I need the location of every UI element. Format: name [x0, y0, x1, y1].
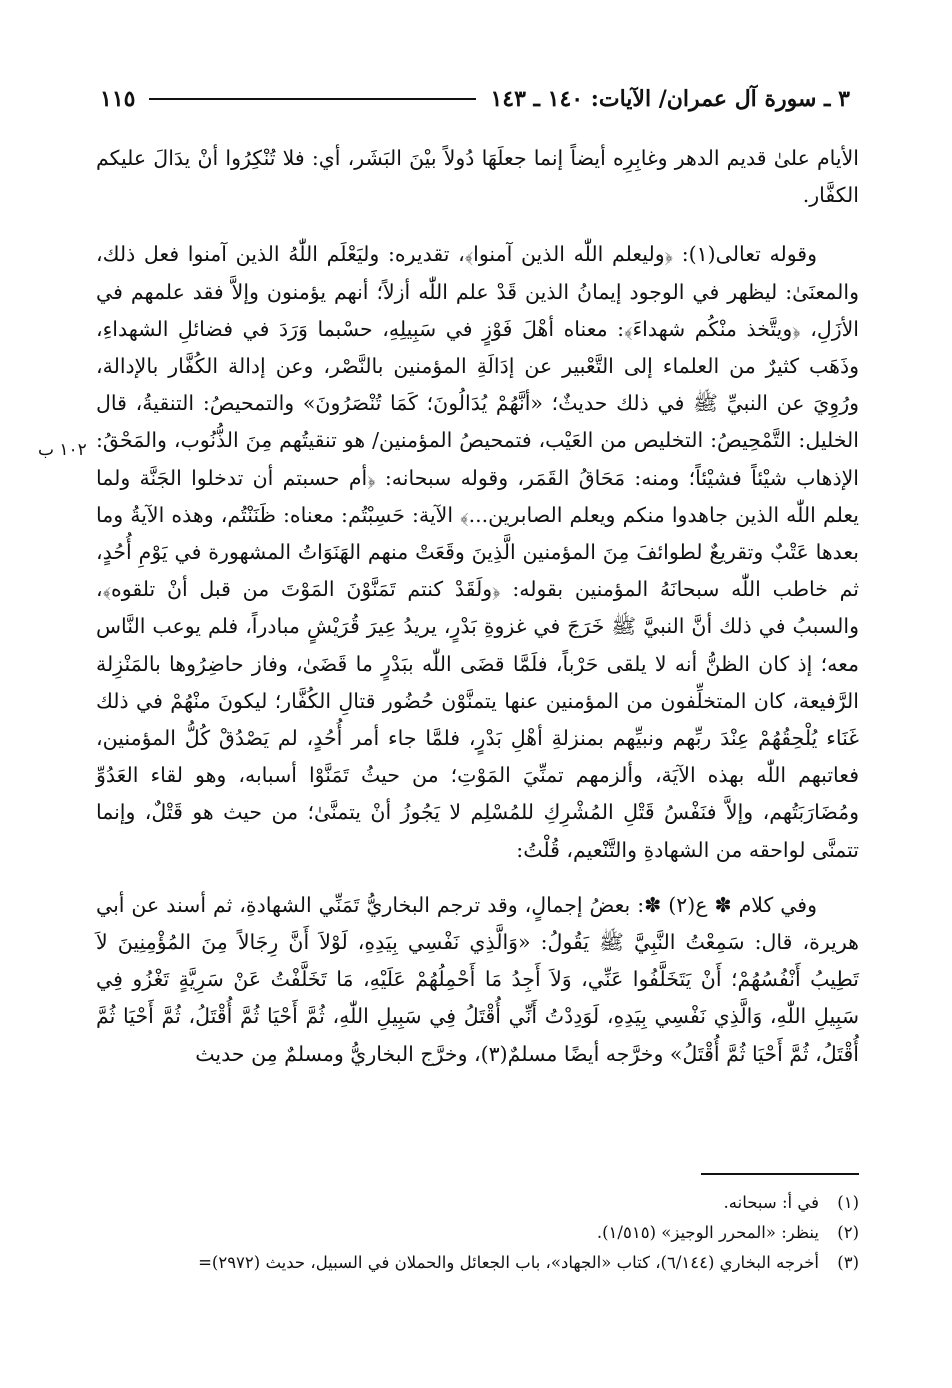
- footnote-number: (٢): [837, 1223, 859, 1242]
- footnote: [90, 1218, 859, 1248]
- footnote-text: في أ: سبحانه.: [723, 1193, 819, 1212]
- footnote-text: أخرجه البخاري (٦/١٤٤)، كتاب «الجهاد»، باب الجعائل والحملان في السبيل، حديث (٢٩٧٢)=: [198, 1253, 819, 1272]
- paragraph: الأيام علىٰ قديم الدهر وغابِرِه أيضاً إنما جعلَهَا دُولاً بيْنَ البَشَر، أي: فلا تُنْكِرُوا أنْ يدَالَ عليكم الكفَّار.: [96, 146, 859, 208]
- page-number: ١١٥: [100, 86, 136, 112]
- header-rule: [149, 98, 476, 100]
- footnote: [90, 1248, 859, 1278]
- footnote-number: (١): [837, 1193, 859, 1212]
- paragraph: وفي كلام ✽ ع(٢) ✽: بعضُ إجمالٍ، وقد ترجم البخاريُّ تَمَنِّي الشهادةِ، ثم أسند عن أبي هريرة، قال: سَمِعْتُ النَّبِيَّ ﷺ يَقُولُ: «وَالَّذِي نَفْسِي بِيَدِهِ، لَوْلاَ أَنَّ رِجَالاً مِنَ المُؤْمِنِينَ لاَ تَطِيبُ أَنْفُسُهُمْ؛ أَنْ يَتَخَلَّفُوا عَنِّي، وَلاَ أَجِدُ مَا أَحْمِلُهُمْ عَلَيْهِ، مَا تَخَلَّفْتُ عَنْ سَرِيَّةٍ تَغْزُو فِي سَبِيلِ اللّٰهِ، وَالَّذِي نَفْسِي بِيَدِهِ، لَوَدِدْتُ أَنِّي أُقْتَلُ فِي سَبِيلِ اللّٰهِ، ثُمَّ أَحْيَا ثُمَّ أُقْتَلُ، ثُمَّ أَحْيَا ثُمَّ أُقْتَلُ، ثُمَّ أَحْيَا ثُمَّ أُقْتَلُ» وخرَّجه أيضًا مسلمٌ(٣)، وخرَّج البخاريُّ ومسلمٌ مِن حديث: [96, 892, 859, 1066]
- running-header: [100, 82, 850, 116]
- footnote-number: (٣): [837, 1253, 859, 1272]
- footnote-text: ينظر: «المحرر الوجيز» (١/٥١٥).: [596, 1223, 819, 1242]
- footnotes: [90, 1188, 859, 1278]
- footnote-separator: [701, 1173, 859, 1175]
- main-text: [96, 140, 859, 1091]
- page-title: ٣ ـ سورة آل عمران/ الآيات: ١٤٠ ـ ١٤٣: [490, 86, 850, 112]
- paragraph: وقوله تعالى(١): ﴿وليعلم اللّٰه الذين آمنوا﴾، تقديره: وليَعْلَم اللّٰهُ الذين آمنوا فعل ذلك، والمعنَىٰ: ليظهر في الوجود إيمانُ الذين قَدْ علم اللّٰه أزلاً؛ أنهم يؤمنون وإلاَّ فقد علمهم في الأزَلِ، ﴿ويتَّخذ منْكُم شهداءَ﴾: معناه أهْلَ فَوْزٍ في سَبِيلِهِ، حسْبما وَرَدَ في فضائلِ الشهداءِ، وذَهَب كثيرٌ من العلماء إلى التَّعْبير عن إدَالَةِ المؤمنين بالنَّصْر، وعن إدالة الكُفَّار بالإدالة، ورُوِيَ عن النبيِّ ﷺ في ذلك حديثٌ؛ «أنَّهُمْ يُدَالُونَ؛ كَمَا تُنْصَرُونَ» والتمحيصُ: التنقيةُ، قال الخليل: التَّمْحِيصُ: التخليص من العَيْب، فتمحيصُ المؤمنين/ هو تنقيتُهم مِنَ الذُّنُوب، والمَحْقُ: الإذهاب شيْئاً فشيْئاً؛ ومنه: مَحَاقُ القَمَر، وقوله سبحانه: ﴿أم حسبتم أن تدخلوا الجَنَّة ولما يعلم اللّٰه الذين جاهدوا منكم ويعلم الصابرين...﴾ الآية: حَسِبْتُم: معناه: ظَنَنْتُم، وهذه الآيةُ وما بعدها عَتْبٌ وتقريعٌ لطوائفَ مِنَ المؤمنين الَّذِينَ وقَعَتْ منهم الهَنَوَاتُ المشهورة في يَوْمِ أُحُدٍ، ثم خاطب اللّٰه سبحانَهُ المؤمنين بقوله: ﴿ولَقَدْ كنتم تَمَنَّوْنَ المَوْتَ من قبل أنْ تلقوه﴾، والسببُ في ذلك أنَّ النبيَّ ﷺ خَرَجَ في غزوةِ بَدْرٍ، يريدُ عِيرَ قُرَيْشٍ مبادراً، فلم يوعب النَّاس معه؛ إذ كان الظنُّ أنه لا يلقى حَرْباً، فلَمَّا قضَى اللّٰه ببَدْرٍ ما قَضَىٰ، وفاز حاضِرُوها بالمَنْزِلة الرَّفيعة، كان المتخلِّفون من المؤمنين عنها يتمنَّوْن حُضُور قتالِ الكُفَّار؛ ليكونَ منْهُمْ في ذلك غَنَاء يُلْحِقُهُمْ عِنْدَ ربِّهم ونبيِّهم بمنزلةِ أهْلِ بَدْرٍ، فلمَّا جاء أمر أُحُدٍ، لم يَصْدُقْ كُلُّ المؤمنين، فعاتبهم اللّٰه بهذه الآيَة، وألزمهم تمنِّيَ المَوْتِ؛ من حيثُ تَمَنَّوْا أسبابه، وهو لقاء العَدُوِّ ومُضَارَبَتُهم، وإلاَّ فنَفْسُ قَتْلِ المُشْرِكِ للمُسْلِم لا يَجُوزُ أنْ يتمنَّىٰ؛ من حيث هو قَتْلٌ، وإنما تتمنَّى لواحقه من الشهادةِ والتَّنْعيم، قُلْتُ:: [96, 242, 859, 862]
- margin-folio-note: ١٠٢ ب: [38, 440, 87, 460]
- footnote: [90, 1188, 859, 1218]
